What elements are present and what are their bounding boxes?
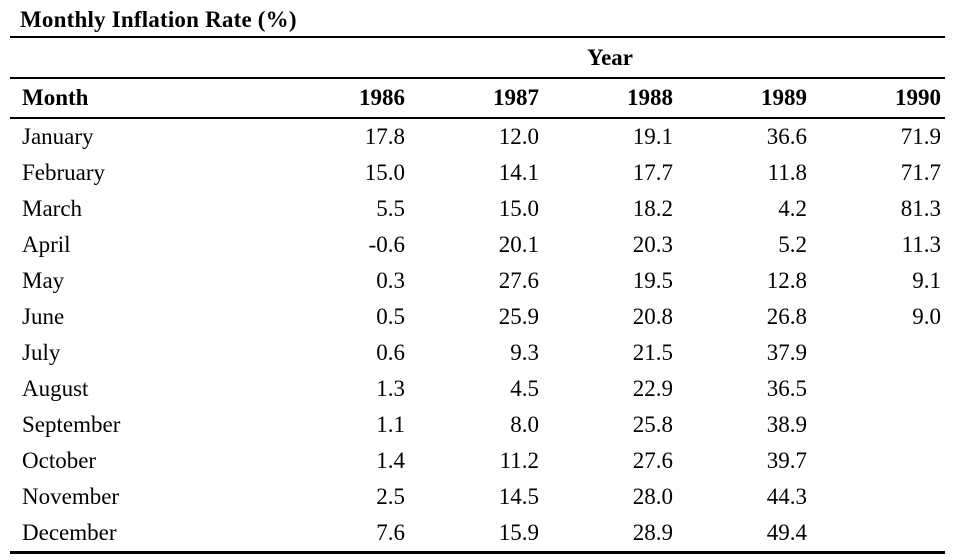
- value-cell: 11.8: [767, 160, 807, 185]
- value-cell: 4.2: [778, 196, 807, 221]
- table-row: [10, 263, 945, 299]
- year-column-header: 1989: [677, 78, 811, 118]
- value-cell: 22.9: [632, 376, 673, 401]
- table-row: [10, 479, 945, 515]
- value-cell: -0.6: [368, 232, 405, 257]
- table-row: [10, 191, 945, 227]
- table-row: [10, 443, 945, 479]
- table-row: [10, 407, 945, 443]
- value-cell: 5.2: [778, 232, 807, 257]
- value-cell: 49.4: [677, 515, 811, 553]
- value-cell: 36.6: [766, 124, 807, 149]
- value-cell: 17.8: [364, 124, 405, 149]
- value-cell: 9.1: [912, 268, 942, 293]
- year-column-header: 1990: [811, 78, 945, 118]
- value-cell: 15.0: [364, 160, 405, 185]
- value-cell: 26.8: [766, 304, 807, 329]
- month-cell: October: [22, 448, 97, 473]
- value-cell: [811, 407, 945, 443]
- table-title: Monthly Inflation Rate (%): [10, 0, 945, 38]
- value-cell: 14.1: [498, 160, 539, 185]
- value-cell: 0.5: [376, 304, 405, 329]
- value-cell: 1.3: [376, 376, 405, 401]
- value-cell: 11.2: [499, 448, 539, 473]
- value-cell: 17.7: [632, 160, 673, 185]
- year-column-header: 1987: [409, 78, 543, 118]
- year-spanner-row: [10, 38, 945, 78]
- value-cell: 8.0: [510, 412, 539, 437]
- value-cell: 14.5: [498, 484, 539, 509]
- month-cell: March: [22, 196, 83, 221]
- month-cell: January: [22, 124, 94, 149]
- value-cell: 15.0: [498, 196, 539, 221]
- value-cell: 38.9: [766, 412, 807, 437]
- value-cell: 71.9: [900, 124, 942, 149]
- year-column-header: 1986: [275, 78, 409, 118]
- value-cell: 25.9: [498, 304, 539, 329]
- month-cell: December: [10, 515, 275, 553]
- value-cell: 21.5: [632, 340, 673, 365]
- value-cell: 4.5: [510, 376, 539, 401]
- inflation-table: [10, 38, 945, 554]
- value-cell: 28.0: [632, 484, 673, 509]
- value-cell: 20.8: [632, 304, 673, 329]
- value-cell: 39.7: [766, 448, 807, 473]
- value-cell: 9.0: [912, 304, 942, 329]
- value-cell: [811, 443, 945, 479]
- month-cell: September: [22, 412, 121, 437]
- year-column-header: 1988: [543, 78, 677, 118]
- value-cell: 44.3: [766, 484, 807, 509]
- month-cell: August: [22, 376, 89, 401]
- value-cell: 1.4: [376, 448, 405, 473]
- value-cell: 25.8: [632, 412, 673, 437]
- value-cell: 20.3: [632, 232, 673, 257]
- value-cell: 18.2: [632, 196, 673, 221]
- value-cell: 28.9: [543, 515, 677, 553]
- table-row: [10, 335, 945, 371]
- value-cell: [811, 479, 945, 515]
- table-head: [10, 38, 945, 118]
- column-header-row: [10, 78, 945, 118]
- value-cell: 0.6: [376, 340, 405, 365]
- table-row: [10, 299, 945, 335]
- value-cell: [811, 515, 945, 553]
- month-cell: February: [22, 160, 106, 185]
- month-cell: November: [22, 484, 120, 509]
- value-cell: 71.7: [900, 160, 942, 185]
- table-row: [10, 227, 945, 263]
- value-cell: 19.1: [632, 124, 673, 149]
- table-sheet: [10, 0, 945, 554]
- value-cell: 19.5: [632, 268, 673, 293]
- value-cell: 12.0: [498, 124, 539, 149]
- table-row: [10, 118, 945, 155]
- value-cell: 1.1: [376, 412, 405, 437]
- month-cell: July: [22, 340, 61, 365]
- value-cell: 9.3: [510, 340, 539, 365]
- value-cell: 37.9: [766, 340, 807, 365]
- month-column-header: Month: [10, 78, 275, 118]
- table-row: [10, 371, 945, 407]
- spanner-empty-cell: [10, 38, 275, 78]
- month-cell: May: [22, 268, 65, 293]
- table-row: [10, 155, 945, 191]
- month-cell: June: [22, 304, 65, 329]
- value-cell: 7.6: [275, 515, 409, 553]
- value-cell: 81.3: [900, 196, 942, 221]
- value-cell: 0.3: [376, 268, 405, 293]
- value-cell: 36.5: [766, 376, 807, 401]
- value-cell: [811, 371, 945, 407]
- value-cell: 20.1: [498, 232, 539, 257]
- value-cell: 11.3: [901, 232, 942, 257]
- table-body: [10, 118, 945, 553]
- value-cell: 27.6: [498, 268, 539, 293]
- year-spanner-label: Year: [275, 38, 945, 78]
- value-cell: 2.5: [376, 484, 405, 509]
- value-cell: 15.9: [409, 515, 543, 553]
- value-cell: 5.5: [376, 196, 405, 221]
- month-cell: April: [22, 232, 71, 257]
- table-row: [10, 515, 945, 553]
- value-cell: [811, 335, 945, 371]
- value-cell: 12.8: [766, 268, 807, 293]
- value-cell: 27.6: [632, 448, 673, 473]
